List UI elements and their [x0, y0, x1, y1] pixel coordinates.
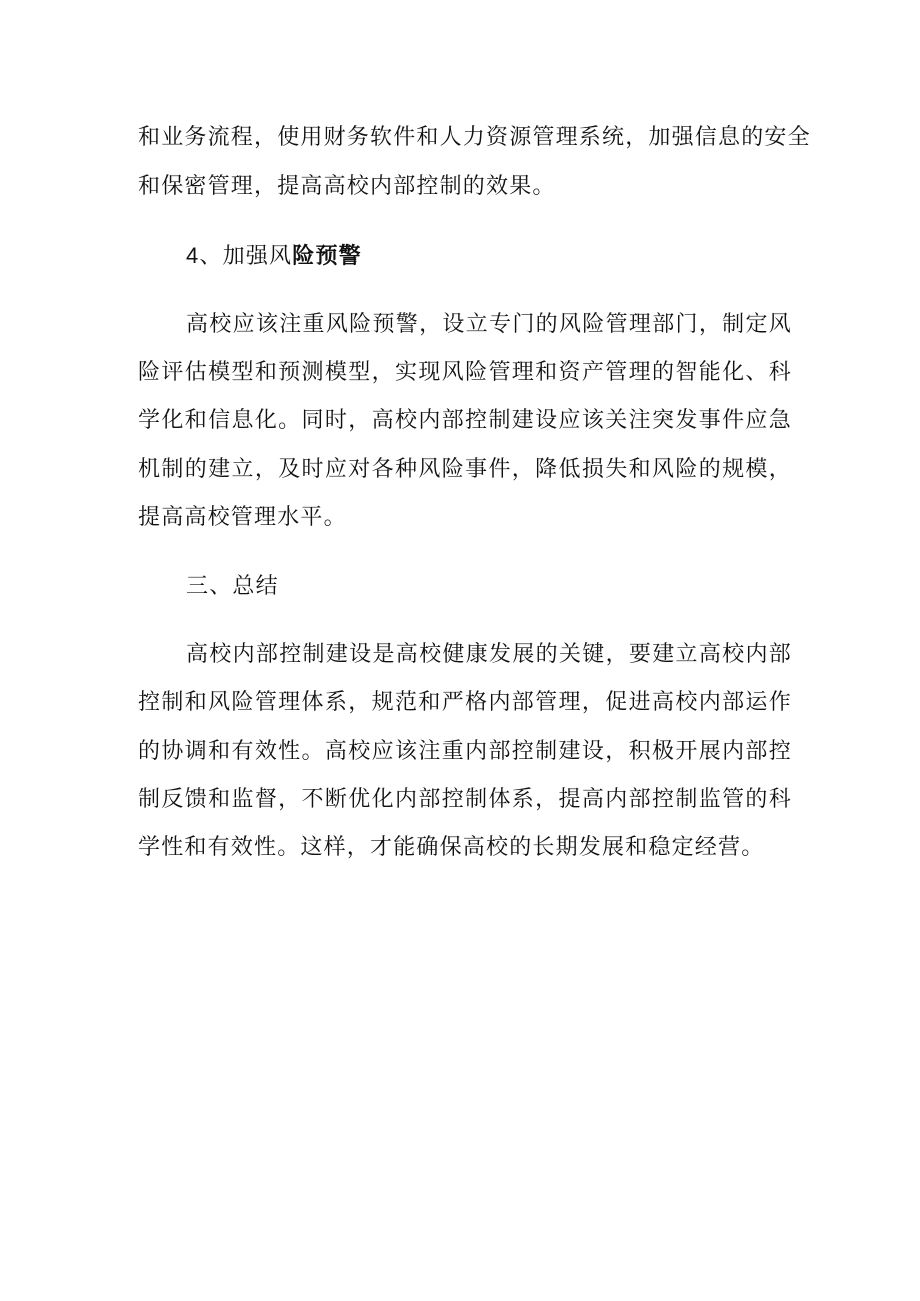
paragraph-line: 学化和信息化。同时，高校内部控制建设应该关注突发事件应急 [138, 408, 792, 433]
paragraph-line: 高校应该注重风险预警，设立专门的风险管理部门，制定风 [186, 312, 792, 337]
paragraph-line: 学性和有效性。这样，才能确保高校的长期发展和稳定经营。 [138, 835, 765, 860]
paragraph-line: 和保密管理，提高高校内部控制的效果。 [138, 174, 556, 199]
paragraph-line: 的协调和有效性。高校应该注重内部控制建设，积极开展内部控 [138, 739, 792, 764]
heading-number: 4、 [186, 243, 223, 268]
paragraph-line: 高校内部控制建设是高校健康发展的关键，要建立高校内部 [186, 642, 792, 667]
section-heading-4 [186, 242, 792, 271]
paragraph-line: 险评估模型和预测模型，实现风险管理和资产管理的智能化、科 [138, 360, 792, 385]
paragraph-line: 提高高校管理水平。 [138, 505, 347, 530]
paragraph-line: 和业务流程，使用财务软件和人力资源管理系统，加强信息的安全 [138, 125, 811, 150]
heading-text-bold: 险预警 [292, 244, 362, 269]
heading-text-regular: 加强风 [222, 244, 293, 269]
paragraph-line: 制反馈和监督，不断优化内部控制体系，提高内部控制监管的科 [138, 787, 792, 812]
section-heading-3: 三、总结 [186, 574, 279, 599]
paragraph-line: 控制和风险管理体系，规范和严格内部管理，促进高校内部运作 [138, 690, 792, 715]
paragraph-line: 机制的建立，及时应对各种风险事件，降低损失和风险的规模， [138, 457, 792, 482]
